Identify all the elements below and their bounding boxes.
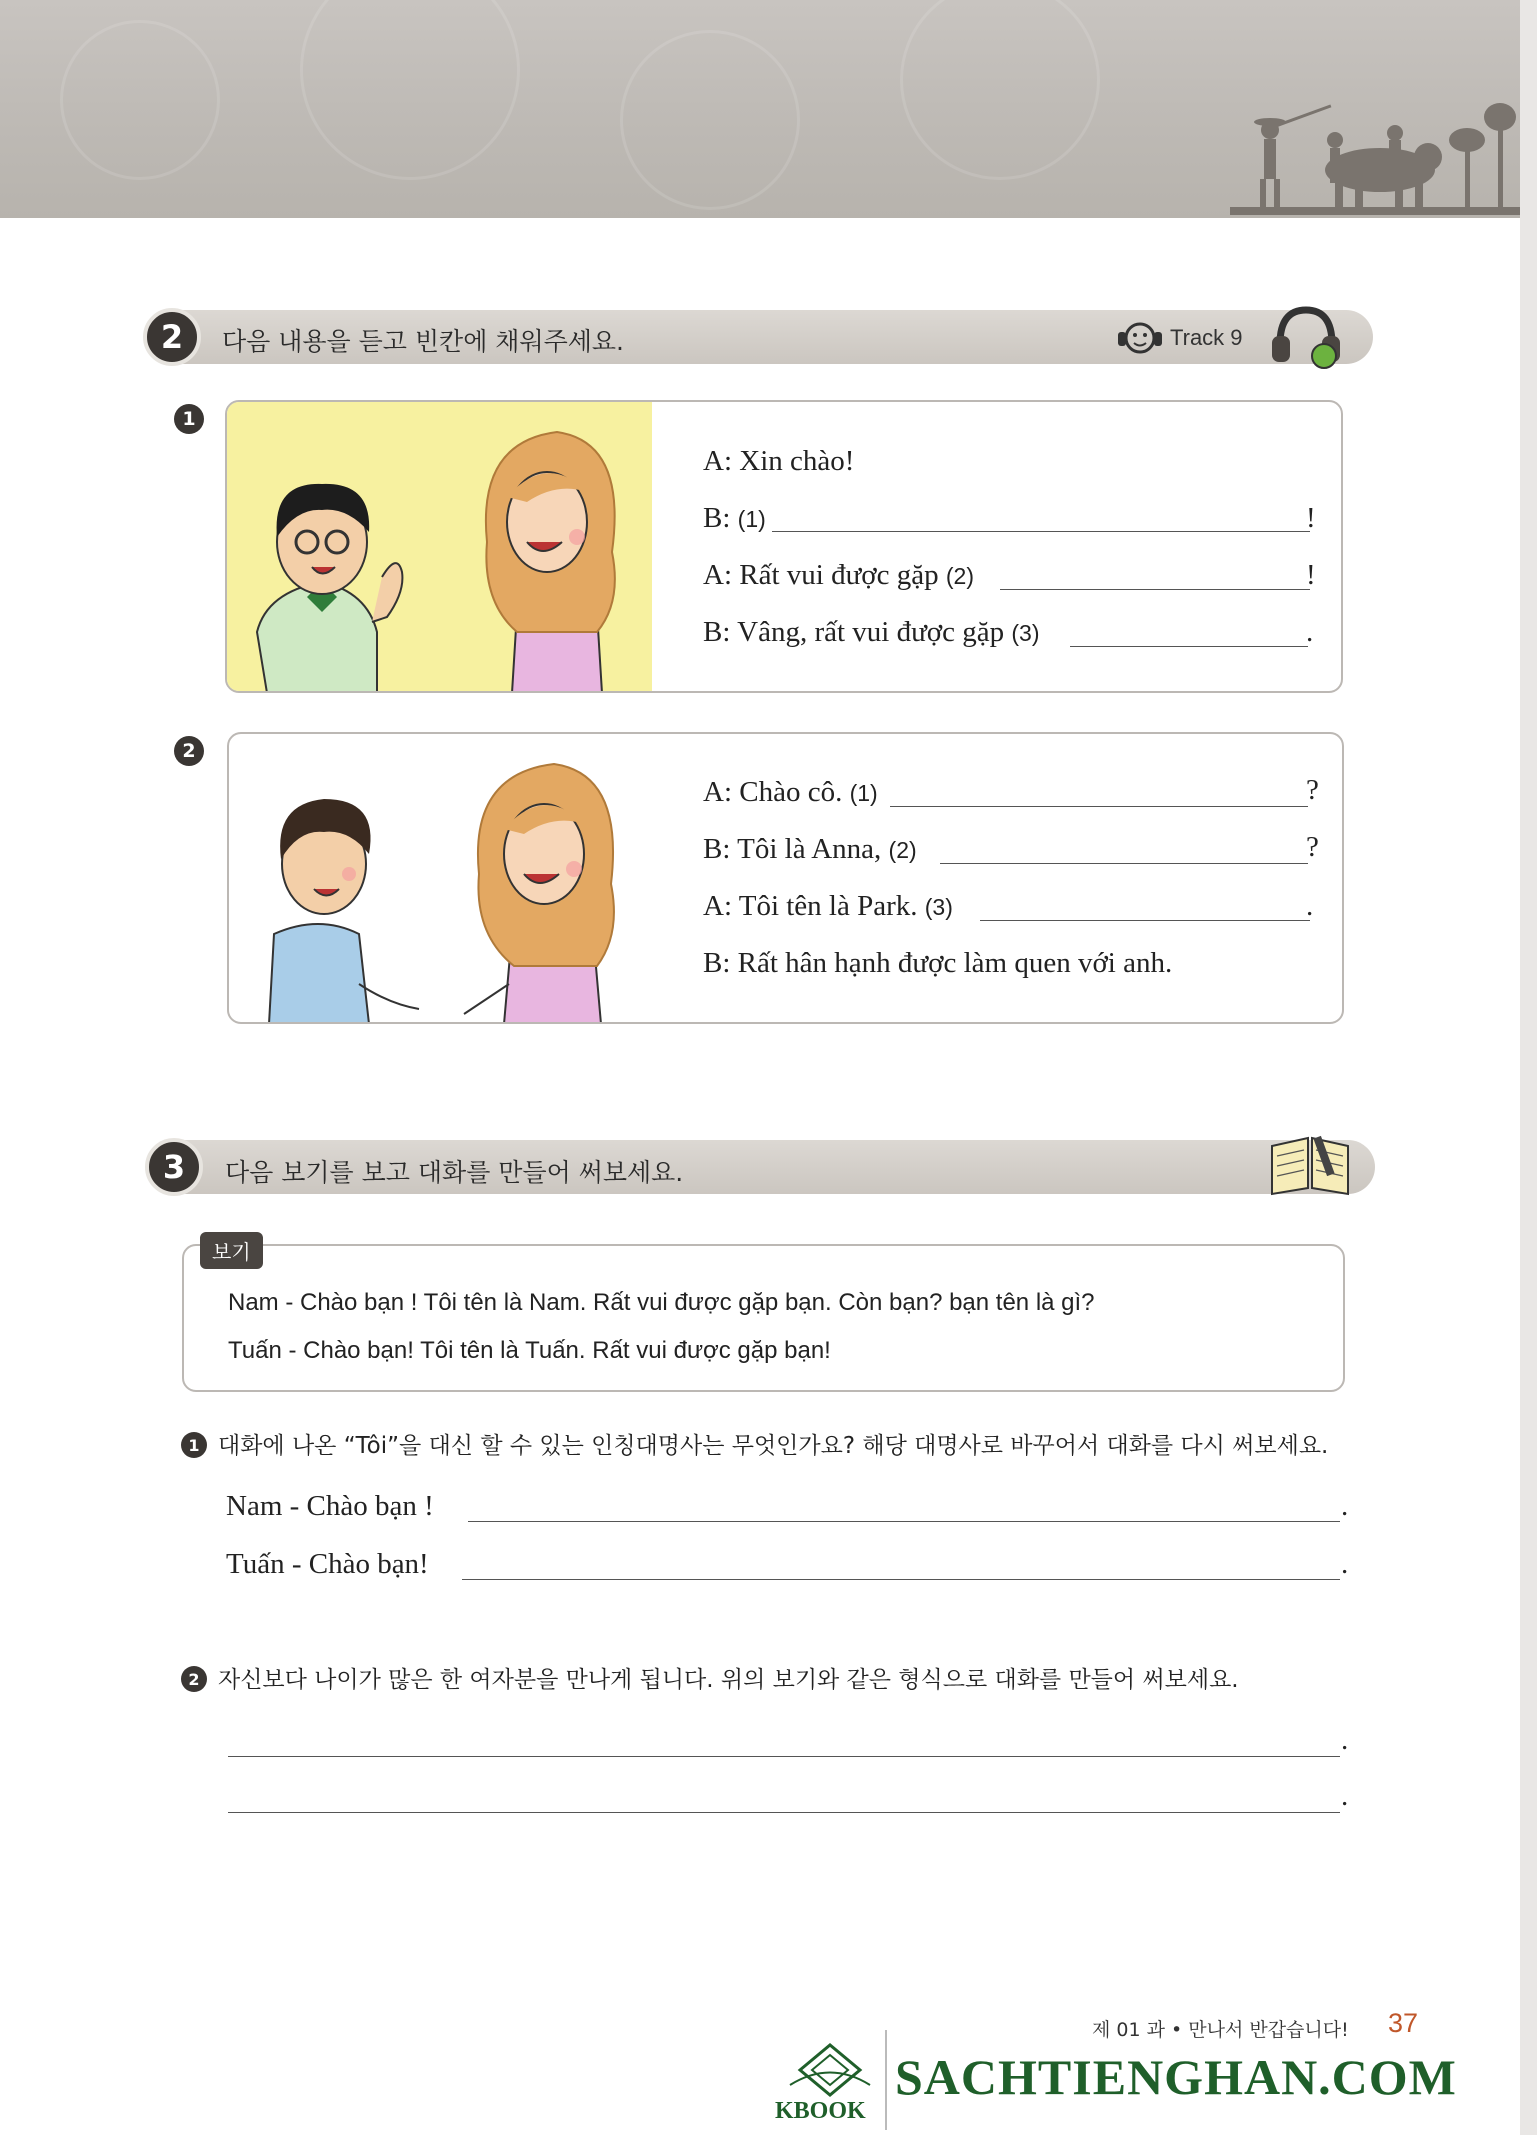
item2-blank3[interactable] bbox=[980, 919, 1310, 921]
q1-line2: Tuấn - Chào bạn! bbox=[226, 1548, 429, 1580]
item2-line4 bbox=[703, 947, 1172, 980]
q2-blank1[interactable] bbox=[228, 1755, 1340, 1757]
q1-blank1[interactable] bbox=[468, 1520, 1340, 1522]
q1-end1: . bbox=[1341, 1490, 1349, 1522]
listening-face-icon bbox=[1114, 318, 1166, 358]
lesson-title: 제 01 과 • 만나서 반갑습니다! bbox=[1092, 2019, 1349, 2041]
q1-text: 대화에 나온 “Tôi”을 대신 할 수 있는 인칭대명사는 무엇인가요? 해당 대명사로 바꾸어서 대화를 다시 써보세요. bbox=[218, 1433, 1329, 1459]
item2-line2-num: (2) bbox=[888, 837, 917, 863]
item2-line2 bbox=[703, 833, 917, 866]
item1-line4-text: B: Vâng, rất vui được gặp bbox=[703, 616, 1005, 648]
introduction-illustration bbox=[229, 734, 659, 1024]
item2-line3-text: A: Tôi tên là Park. bbox=[703, 890, 918, 922]
dialog-box-1 bbox=[225, 400, 1343, 693]
example-tag: 보기 bbox=[200, 1232, 263, 1269]
item2-line4-text: B: Rất hân hạnh được làm quen với anh. bbox=[703, 947, 1173, 979]
item2-line3 bbox=[703, 890, 953, 923]
item1-line3-text: A: Rất vui được gặp bbox=[703, 559, 939, 591]
q1-line1: Nam - Chào bạn ! bbox=[226, 1490, 434, 1522]
q2-end2: . bbox=[1341, 1780, 1349, 1812]
item1-line2-text: B: bbox=[703, 502, 731, 534]
section2-title: 다음 내용을 듣고 빈칸에 채워주세요. bbox=[222, 327, 624, 356]
footer-divider bbox=[885, 2030, 887, 2130]
item1-end2: ! bbox=[1306, 502, 1316, 534]
item2-end1: ? bbox=[1306, 774, 1319, 806]
headphones-icon bbox=[1268, 302, 1344, 374]
item1-line3 bbox=[703, 559, 974, 592]
item1-line1 bbox=[703, 445, 854, 478]
item2-bullet: 2 bbox=[174, 736, 204, 766]
item1-line3-num: (2) bbox=[945, 563, 974, 589]
page-edge bbox=[1520, 0, 1537, 2135]
item2-line2-text: B: Tôi là Anna, bbox=[703, 833, 882, 865]
item1-blank2[interactable] bbox=[1000, 588, 1310, 590]
q2-end1: . bbox=[1341, 1724, 1349, 1756]
q2-text: 자신보다 나이가 많은 한 여자분을 만나게 됩니다. 위의 보기와 같은 형식으로 대화를 만들어 써보세요. bbox=[218, 1667, 1239, 1693]
section3-number: 3 bbox=[145, 1138, 203, 1196]
item1-end4: . bbox=[1306, 616, 1314, 648]
item1-line1-text: A: Xin chào! bbox=[703, 445, 855, 477]
q1-end2: . bbox=[1341, 1548, 1349, 1580]
example-line-1: Nam - Chào bạn ! Tôi tên là Nam. Rất vui được gặp bạn. Còn bạn? bạn tên là gì? bbox=[228, 1289, 1095, 1316]
item1-end3: ! bbox=[1306, 559, 1316, 591]
track-label: Track 9 bbox=[1170, 325, 1243, 350]
farmer-silhouette-icon bbox=[1230, 95, 1520, 215]
item2-end2: ? bbox=[1306, 831, 1319, 863]
item2-blank2[interactable] bbox=[940, 862, 1308, 864]
item1-blank1[interactable] bbox=[772, 530, 1310, 532]
page-number: 37 bbox=[1388, 2008, 1419, 2038]
item2-line1-text: A: Chào cô. bbox=[703, 776, 843, 808]
item2-blank1[interactable] bbox=[890, 805, 1308, 807]
notebook-icon bbox=[1268, 1128, 1352, 1196]
section2-number: 2 bbox=[143, 308, 201, 366]
item2-line3-num: (3) bbox=[924, 894, 953, 920]
item2-end3: . bbox=[1306, 890, 1314, 922]
item1-line2 bbox=[703, 502, 766, 535]
item1-line4-num: (3) bbox=[1011, 620, 1040, 646]
brand-watermark: SACHTIENGHAN.COM bbox=[895, 2049, 1457, 2105]
example-box bbox=[182, 1244, 1345, 1392]
item1-line4 bbox=[703, 616, 1040, 649]
q1-blank2[interactable] bbox=[462, 1578, 1340, 1580]
example-line-2: Tuấn - Chào bạn! Tôi tên là Tuấn. Rất vui được gặp bạn! bbox=[228, 1337, 831, 1364]
q2-blank2[interactable] bbox=[228, 1811, 1340, 1813]
item2-line1-num: (1) bbox=[849, 780, 878, 806]
item2-line1 bbox=[703, 776, 878, 809]
greeting-illustration bbox=[227, 402, 652, 693]
top-banner bbox=[0, 0, 1520, 218]
item1-line2-num: (1) bbox=[737, 506, 766, 532]
item1-bullet: 1 bbox=[174, 404, 204, 434]
q2-bullet: 2 bbox=[181, 1666, 207, 1692]
section3-title: 다음 보기를 보고 대화를 만들어 써보세요. bbox=[225, 1158, 684, 1187]
item1-blank3[interactable] bbox=[1070, 645, 1308, 647]
q1-bullet: 1 bbox=[181, 1432, 207, 1458]
kbook-label: KBOOK bbox=[775, 2098, 866, 2124]
